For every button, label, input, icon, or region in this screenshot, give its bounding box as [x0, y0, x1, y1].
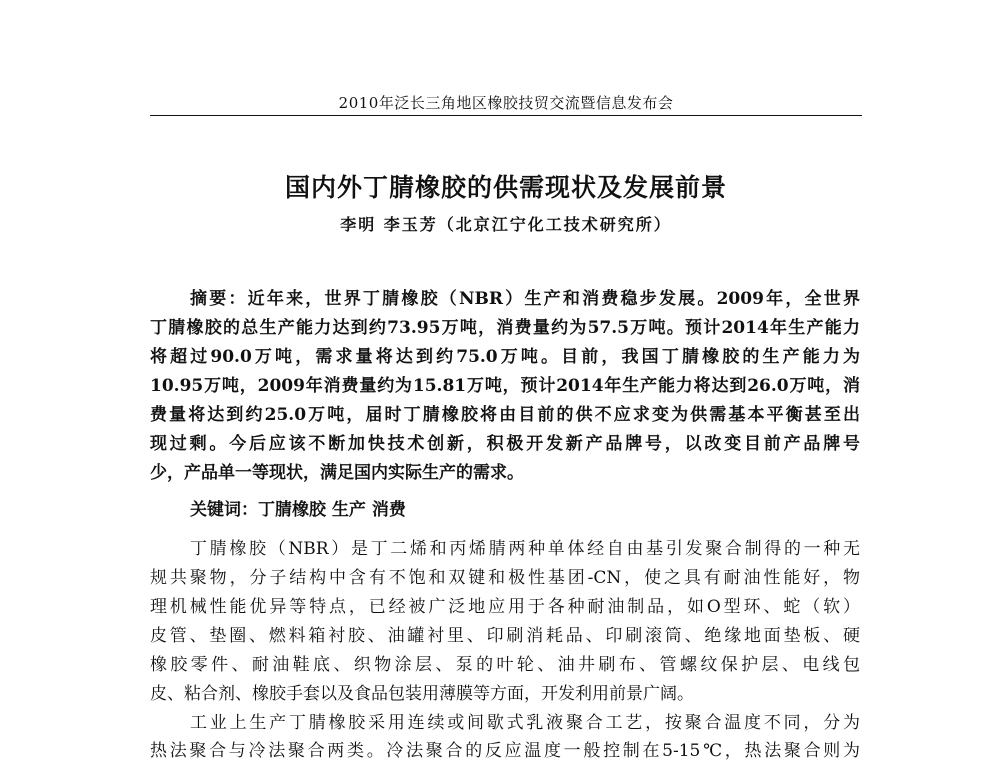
abstract-line: 现过剩。今后应该不断加快技术创新，积极开发新产品牌号，以改变目前产品牌号: [150, 434, 860, 454]
body-line: 理机械性能优异等特点，已经被广泛地应用于各种耐油制品，如O型环、蛇（软）: [150, 597, 860, 617]
body-line: 橡胶零件、耐油鞋底、织物涂层、泵的叶轮、油井刷布、管螺纹保护层、电线包: [150, 655, 860, 675]
abstract-line: 丁腈橡胶的总生产能力达到约73.95万吨，消费量约为57.5万吨。预计2014年生产能力: [150, 318, 860, 338]
abstract-line: 费量将达到约25.0万吨，届时丁腈橡胶将由目前的供不应求变为供需基本平衡甚至出: [150, 405, 860, 425]
abstract-line: 摘要：近年来，世界丁腈橡胶（NBR）生产和消费稳步发展。2009年，全世界: [190, 289, 860, 309]
body-line: 规共聚物，分子结构中含有不饱和双键和极性基团-CN，使之具有耐油性能好，物: [150, 568, 860, 588]
body-line: 工业上生产丁腈橡胶采用连续或间歇式乳液聚合工艺，按聚合温度不同，分为: [190, 713, 860, 733]
body-line: 皮管、垫圈、燃料箱衬胶、油罐衬里、印刷消耗品、印刷滚筒、绝缘地面垫板、硬: [150, 626, 860, 646]
abstract-line: 少，产品单一等现状，满足国内实际生产的需求。: [150, 463, 524, 483]
abstract-line: 将超过90.0万吨，需求量将达到约75.0万吨。目前，我国丁腈橡胶的生产能力为: [150, 347, 860, 367]
article-title: 国内外丁腈橡胶的供需现状及发展前景: [284, 173, 727, 202]
authors: 李明 李玉芳（北京江宁化工技术研究所）: [340, 215, 672, 234]
header-rule: [150, 115, 862, 116]
body-line: 皮、粘合剂、橡胶手套以及食品包装用薄膜等方面，开发利用前景广阔。: [150, 684, 694, 704]
body-line: 丁腈橡胶（NBR）是丁二烯和丙烯腈两种单体经自由基引发聚合制得的一种无: [190, 539, 860, 559]
running-header: 2010年泛长三角地区橡胶技贸交流暨信息发布会: [338, 94, 674, 112]
body-line: 热法聚合与冷法聚合两类。冷法聚合的反应温度一般控制在5-15℃，热法聚合则为: [150, 741, 860, 761]
abstract-line: 10.95万吨，2009年消费量约为15.81万吨，预计2014年生产能力将达到26.0万吨，消: [150, 376, 860, 396]
keywords: 关键词：丁腈橡胶 生产 消费: [190, 500, 406, 520]
